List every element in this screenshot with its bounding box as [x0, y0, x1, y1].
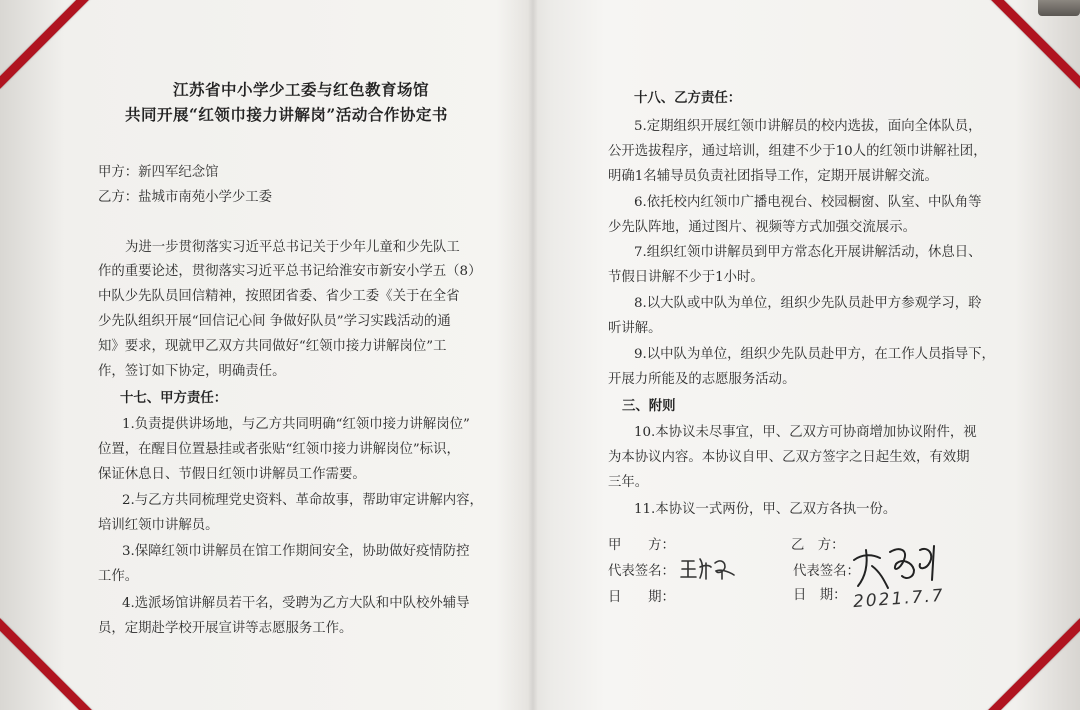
- clause-line: 公开选拔程序，通过培训，组建不少于10人的红领巾讲解社团，: [608, 144, 987, 159]
- clause-line: 1.负责提供讲场地，与乙方共同明确“红领巾接力讲解岗位”: [122, 417, 470, 432]
- clause-line: 听讲解。: [608, 321, 662, 336]
- clause-line: 2.与乙方共同梳理党史资料、革命故事，帮助审定讲解内容，: [122, 493, 483, 508]
- party-a-date-label: 日 期：: [608, 590, 675, 605]
- clause-line: 为本协议内容。本协议自甲、乙双方签字之日起生效，有效期: [608, 450, 970, 465]
- clause-line: 7.组织红领巾讲解员到甲方常态化开展讲解活动，休息日、: [634, 245, 982, 260]
- document-title-line-1: 江苏省中小学少工委与红色教育场馆: [173, 80, 430, 99]
- party-b-date-label: 日 期：: [793, 588, 847, 603]
- document-title-line-2: 共同开展“红领巾接力讲解岗”活动合作协定书: [125, 105, 448, 124]
- section-3-heading: 三、附则: [622, 398, 676, 414]
- party-a-rep-label: 代表签名：: [608, 564, 675, 579]
- party-b-handwritten-date: 2021.7.7: [852, 585, 946, 613]
- clause-line: 5.定期组织开展红领巾讲解员的校内选拔，面向全体队员，: [634, 119, 982, 134]
- left-page: [0, 0, 528, 710]
- clause-line: 少先队阵地，通过图片、视频等方式加强交流展示。: [608, 220, 916, 235]
- intro-line: 少先队组织开展“回信记心间 争做好队员”学习实践活动的通: [98, 314, 451, 329]
- intro-line: 作，签订如下协定，明确责任。: [98, 364, 286, 379]
- clause-line: 三年。: [608, 475, 649, 490]
- party-a-label: 甲 方：: [608, 538, 675, 553]
- clause-line: 保证休息日、节假日红领巾讲解员工作需要。: [98, 467, 366, 482]
- clause-line: 10.本协议未尽事宜，甲、乙双方可协商增加协议附件，视: [634, 425, 977, 440]
- clause-line: 工作。: [98, 569, 139, 584]
- intro-line: 作的重要论述，贯彻落实习近平总书记给淮安市新安小学五（8）: [98, 264, 482, 279]
- clause-line: 开展力所能及的志愿服务活动。: [608, 372, 796, 387]
- clause-line: 位置，在醒目位置悬挂或者张贴“红领巾接力讲解岗位”标识，: [98, 442, 460, 457]
- clause-line: 节假日讲解不少于1小时。: [608, 270, 764, 285]
- section-18-heading: 十八、乙方责任：: [634, 90, 742, 106]
- clause-line: 6.依托校内红领巾广播电视台、校园橱窗、队室、中队角等: [634, 195, 982, 210]
- party-b-label: 乙 方：: [791, 538, 845, 553]
- clause-line: 员，定期赴学校开展宣讲等志愿服务工作。: [98, 621, 353, 636]
- right-page: [538, 0, 1080, 710]
- party-b-rep-label: 代表签名：: [793, 564, 860, 579]
- party-a-handwritten-signature: [678, 553, 738, 581]
- section-17-heading: 十七、甲方责任：: [120, 390, 228, 406]
- clause-line: 明确1名辅导员负责社团指导工作，定期开展讲解交流。: [608, 169, 938, 184]
- clause-line: 9.以中队为单位，组织少先队员赴甲方，在工作人员指导下，: [634, 347, 995, 362]
- clause-line: 8.以大队或中队为单位，组织少先队员赴甲方参观学习，聆: [634, 296, 982, 311]
- clause-line: 11.本协议一式两份，甲、乙双方各执一份。: [634, 502, 897, 517]
- party-b: 乙方：盐城市南苑小学少工委: [98, 190, 273, 205]
- intro-line: 中队少先队员回信精神，按照团省委、省少工委《关于在全省: [98, 289, 460, 304]
- intro-line: 知》要求，现就甲乙双方共同做好“红领巾接力讲解岗位”工: [98, 339, 447, 354]
- intro-line: 为进一步贯彻落实习近平总书记关于少年儿童和少先队工: [125, 240, 460, 255]
- clause-line: 3.保障红领巾讲解员在馆工作期间安全，协助做好疫情防控: [122, 544, 470, 559]
- clause-line: 4.选派场馆讲解员若干名，受聘为乙方大队和中队校外辅导: [122, 596, 470, 611]
- center-fold: [528, 0, 538, 710]
- clause-line: 培训红领巾讲解员。: [98, 518, 219, 533]
- party-a: 甲方：新四军纪念馆: [98, 165, 219, 180]
